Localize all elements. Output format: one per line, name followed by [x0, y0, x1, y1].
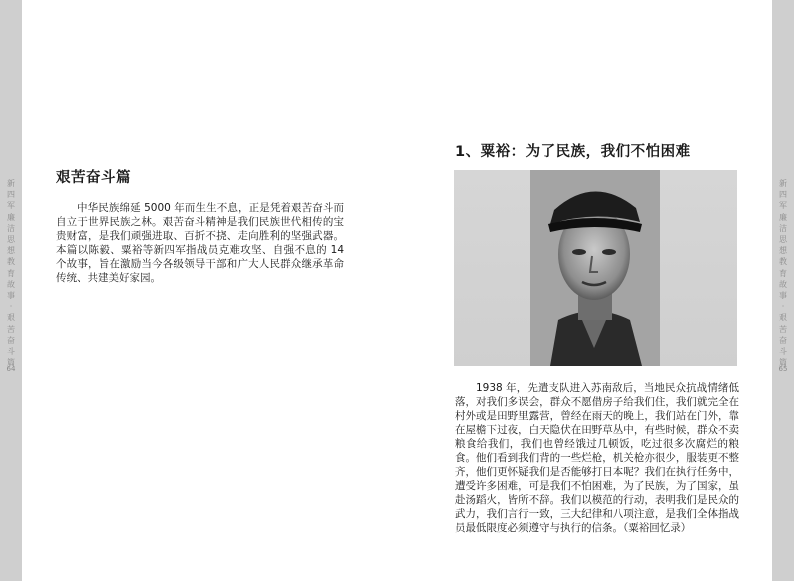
story-body: 1938 年，先遣支队进入苏南敌后，当地民众抗战情绪低落，对我们多误会，群众不愿借房子给我们住，我们就完全在村外或是田野里露营，曾经在雨天的晚上，我们站在门外，靠在屋檐下过夜，白天隐伏在田野草丛中，有些时候，群众不卖粮食给我们，我们也曾经饿过几顿饭，吃过很多次腐烂的粮食。他们看到我们背的一些烂枪，机关枪亦很少，服装更不整齐，他们更怀疑我们是否能够打日本呢？我们在执行任务中，遭受许多困难，可是我们不怕困难，为了民族，为了国家，虽赴汤蹈火，皆所不辞。我们以模范的行动，表明我们是民众的武力，我们言行一致，三大纪律和八项注意，是我们全体指战员最低限度必须遵守与执行的信条。（粟裕回忆录）	[455, 382, 739, 534]
story-title: 1、粟裕：为了民族，我们不怕困难	[455, 144, 691, 160]
left-running-header: 新四军廉洁思想教育故事·艰苦奋斗篇	[7, 179, 15, 368]
right-running-header: 新四军廉洁思想教育故事·艰苦奋斗篇	[779, 179, 787, 368]
left-page-number: 64	[6, 365, 16, 373]
right-page-number: 65	[778, 365, 788, 373]
section-title: 艰苦奋斗篇	[56, 170, 131, 186]
portrait-photo	[454, 170, 737, 366]
section-intro: 中华民族绵延 5000 年而生生不息，正是凭着艰苦奋斗而自立于世界民族之林。艰苦奋斗精神是我们民族世代相传的宝贵财富，是我们顽强进取、百折不挠、走向胜利的坚强武器。本篇以陈毅、粟裕等新四军指战员克难攻坚、自强不息的 14 个故事，旨在激励当今各级领导干部和广大人民群众继承革命传统、共建美好家园。	[56, 202, 344, 284]
